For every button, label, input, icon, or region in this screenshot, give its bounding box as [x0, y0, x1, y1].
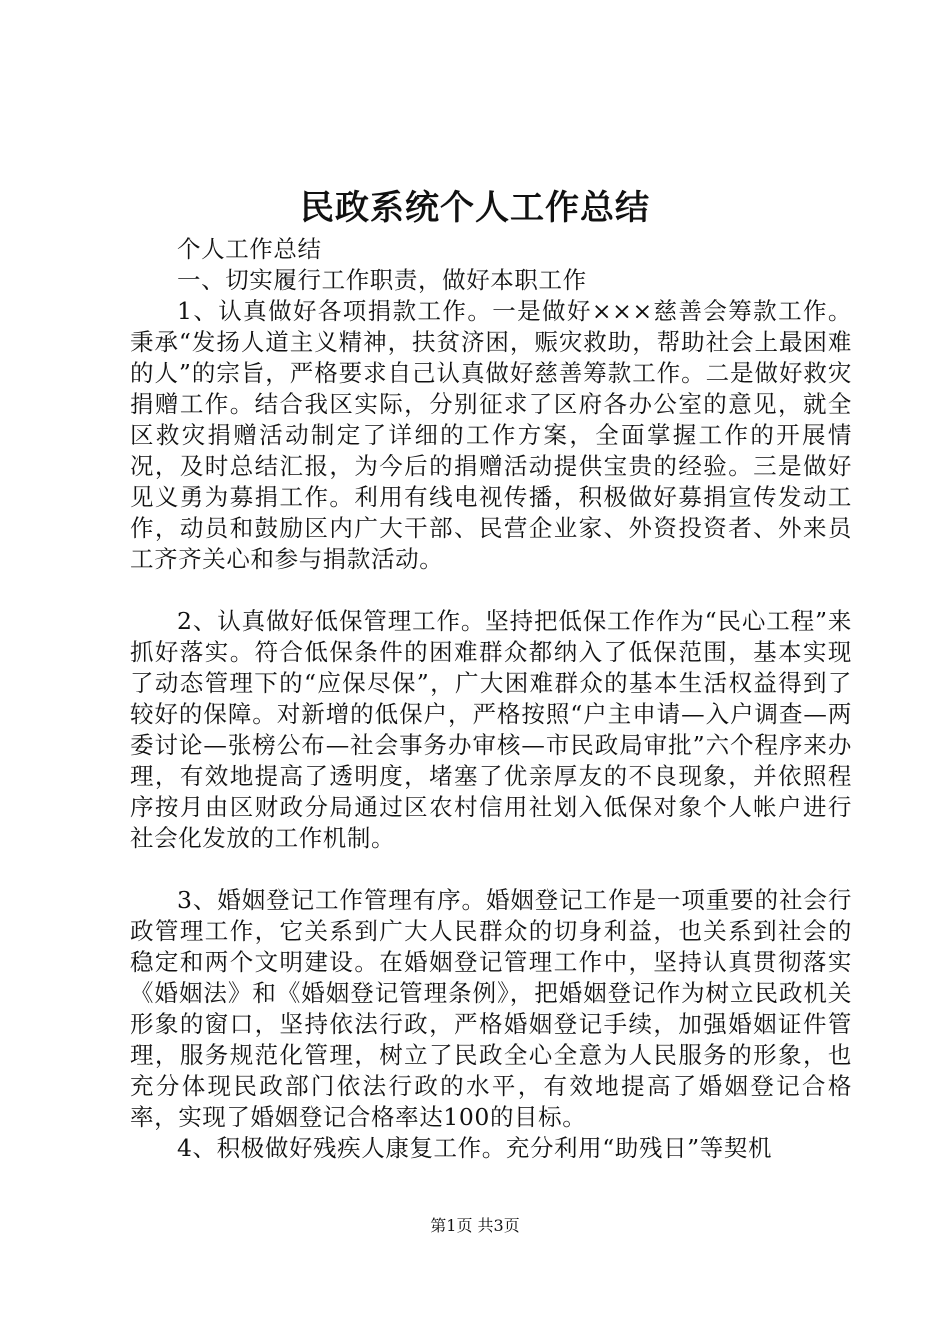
page-footer: 第1页 共3页 [430, 1216, 520, 1235]
paragraph-item-2: 2、认真做好低保管理工作。坚持把低保工作作为“民心工程”来抓好落实。符合低保条件的困难群众都纳入了低保范围，基本实现了动态管理下的“应保尽保”，广大困难群众的基本生活权益得到了较好的保障。对新增的低保户，严格按照“户主申请—入户调查—两委讨论—张榜公布—社会事务办审核—市民政局审批”六个程序来办理，有效地提高了透明度，堵塞了优亲厚友的不良现象，并依照程序按月由区财政分局通过区农村信用社划入低保对象个人帐户进行社会化发放的工作机制。 [130, 607, 852, 852]
paragraph-item-4: 4、积极做好残疾人康复工作。充分利用“助残日”等契机 [177, 1134, 773, 1162]
paragraph-heading: 个人工作总结 [177, 235, 322, 263]
paragraph-item-3: 3、婚姻登记工作管理有序。婚姻登记工作是一项重要的社会行政管理工作，它关系到广大人民群众的切身利益，也关系到社会的稳定和两个文明建设。在婚姻登记管理工作中，坚持认真贯彻落实《婚姻法》和《婚姻登记管理条例》，把婚姻登记作为树立民政机关形象的窗口，坚持依法行政，严格婚姻登记手续，加强婚姻证件管理，服务规范化管理，树立了民政全心全意为人民服务的形象，也充分体现民政部门依法行政的水平，有效地提高了婚姻登记合格率，实现了婚姻登记合格率达100的目标。 [130, 886, 852, 1131]
document-title: 民政系统个人工作总结 [300, 188, 650, 228]
paragraph-section-title: 一、切实履行工作职责，做好本职工作 [177, 266, 587, 294]
paragraph-item-1: 1、认真做好各项捐款工作。一是做好×××慈善会筹款工作。秉承“发扬人道主义精神，扶贫济困，赈灾救助，帮助社会上最困难的人”的宗旨，严格要求自己认真做好慈善筹款工作。二是做好救灾捐赠工作。结合我区实际，分别征求了区府各办公室的意见，就全区救灾捐赠活动制定了详细的工作方案，全面掌握工作的开展情况，及时总结汇报，为今后的捐赠活动提供宝贵的经验。三是做好见义勇为募捐工作。利用有线电视传播，积极做好募捐宣传发动工作，动员和鼓励区内广大干部、民营企业家、外资投资者、外来员工齐齐关心和参与捐款活动。 [130, 297, 852, 573]
document-body [130, 234, 852, 1164]
